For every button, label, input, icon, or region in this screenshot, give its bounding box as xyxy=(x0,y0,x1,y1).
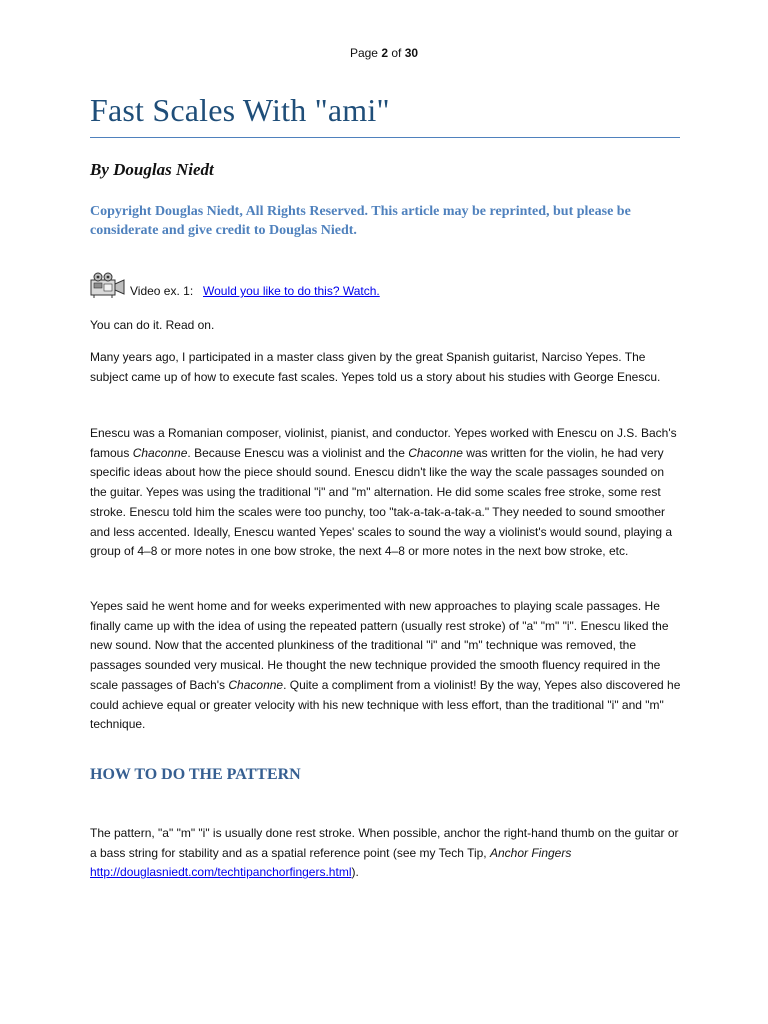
section-heading: HOW TO DO THE PATTERN xyxy=(90,766,301,783)
title-underline xyxy=(90,137,680,138)
paragraph-3-emphasis-1: Chaconne xyxy=(132,445,188,460)
anchor-fingers-link[interactable]: http://douglasniedt.com/techtipanchorfingers.html xyxy=(90,865,352,880)
video-link[interactable]: Would you like to do this? Watch. xyxy=(203,284,380,298)
paragraph-4-text-a: Yepes said he went home and for weeks experimented with new approaches to playing scale passages. He finally came up with the idea of using the repeated pattern (usually rest stroke) of "a" "m" "i". Enescu liked the new sound. Now that the accented plunkiness of the traditional "i" and "m" technique was removed, the passages sounded very musical. He thought the new technique provided the smooth fluency required in the scale passages of Bach's xyxy=(90,599,669,692)
paragraph-3 xyxy=(90,424,682,562)
page-total: 30 xyxy=(404,46,419,60)
author-byline: By Douglas Niedt xyxy=(90,160,214,179)
article-title: Fast Scales With "ami" xyxy=(90,92,390,128)
page-header xyxy=(0,46,768,60)
paragraph-1: You can do it. Read on. xyxy=(90,318,215,332)
section-paragraph-emphasis: Anchor Fingers xyxy=(489,845,572,860)
paragraph-3-emphasis-2: Chaconne xyxy=(408,445,463,460)
paragraph-4-text-c: . Quite a compliment from a violinist! By the way, Yepes also discovered he could achieve equal or greater velocity with his new technique with less effort, than the traditional "i" and "m" technique. xyxy=(90,677,681,732)
page-of: of xyxy=(388,46,405,60)
page-prefix: Page xyxy=(349,46,382,60)
video-row xyxy=(90,272,680,298)
video-label: Video ex. 1: xyxy=(130,284,194,298)
paragraph-3-text-e: was written for the violin, he had very specific ideas about how the piece should sound. Enescu didn't like the way the scale passages sounded on the guitar. Yepes was using the traditional "i" and "m" alternation. He did some scales free stroke, some rest stroke. Enescu told him the scales were too punchy, too "tak-a-tak-a-tak-a." They needed to sound smoother and less accented. Ideally, Enescu wanted Yepes' scales to sound the way a violinist's would sound, playing a group of 4–8 or more notes in one bow stroke, the next 4–8 or more notes in the next bow stroke, etc. xyxy=(90,445,673,559)
section-paragraph-text-a: The pattern, "a" "m" "i" is usually done rest stroke. When possible, anchor the right-hand thumb on the guitar or a bass string for stability and as a spatial reference point (see my Tech Tip, xyxy=(90,826,679,860)
section-paragraph-text-d: ). xyxy=(351,865,359,880)
page-current: 2 xyxy=(381,46,388,60)
paragraph-4-emphasis: Chaconne xyxy=(228,677,284,692)
video-camera-icon[interactable] xyxy=(90,272,126,298)
paragraph-3-text-c: . Because Enescu was a violinist and the xyxy=(187,445,409,460)
section-paragraph-1 xyxy=(90,824,682,883)
copyright-notice: Copyright Douglas Niedt, All Rights Reserved. This article may be reprinted, but please be considerate and give credit to Douglas Niedt. xyxy=(90,204,631,238)
paragraph-2: Many years ago, I participated in a master class given by the great Spanish guitarist, Narciso Yepes. The subject came up of how to execute fast scales. Yepes told us a story about his studies with George Enescu. xyxy=(90,350,661,384)
paragraph-4 xyxy=(90,597,682,735)
paragraph-3-text-a: Enescu was a Romanian composer, violinist, pianist, and conductor. Yepes worked with Enescu on J.S. Bach's famous xyxy=(90,426,677,460)
